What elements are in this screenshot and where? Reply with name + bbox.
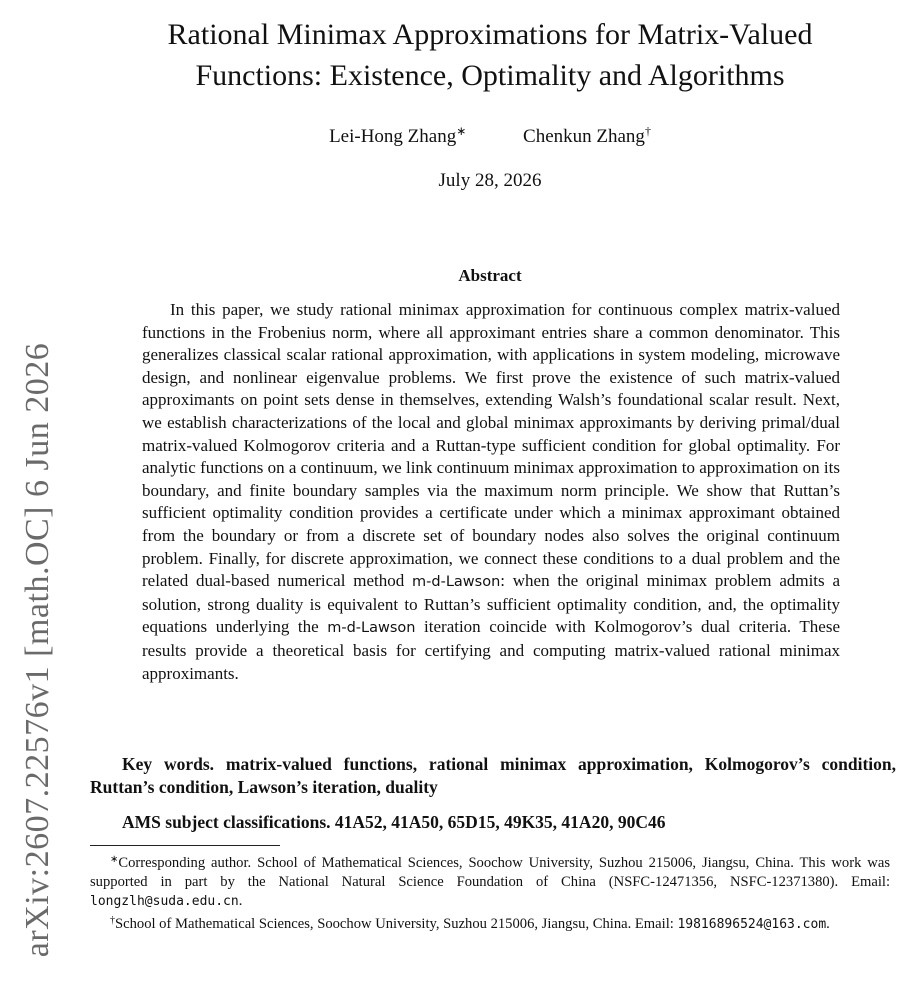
author-2 [523, 124, 651, 148]
footnote-end: . [238, 893, 243, 909]
footnote-corresponding-author [90, 850, 890, 911]
title-line-1: Rational Minimax Approximations for Matrix-Valued [167, 18, 813, 51]
paper-title [90, 14, 890, 96]
footnote-second-author [90, 911, 890, 934]
arxiv-stamp [0, 0, 60, 1000]
author-1 [329, 124, 466, 148]
abstract-text-part-2: : when the original minimax problem admits a solution, strong duality is equivalent to Ruttan’s sufficient optimality condition, and, the optimality equations underlying the [142, 571, 840, 637]
author-name: Lei-Hong Zhang [329, 126, 457, 147]
footnote-text: Corresponding author. School of Mathematical Sciences, Soochow University, Suzhou 215006, Jiangsu, China. This work was supported in part by the National Natural Science Foundation of China (NSFC-12471356, NSFC-12371380). Email: [90, 855, 890, 890]
abstract-heading: Abstract [458, 266, 522, 285]
arxiv-identifier: arXiv:2607.22576v1 [math.OC] 6 Jun 2026 [19, 342, 56, 958]
footnote-end: . [826, 916, 830, 932]
method-name: m-d-Lawson [412, 574, 501, 591]
author-list [90, 124, 890, 148]
author-footnote-mark: ∗ [456, 124, 467, 138]
abstract-text-part-1: In this paper, we study rational minimax approximation for continuous complex matrix-valued functions in the Frobenius norm, where all approximant entries share a common denominator. This generalizes classical scalar rational approximation, with applications in system modeling, microwave design, and nonlinear eigenvalue problems. We first prove the existence of such matrix-valued approximants on point sets dense in themselves, extending Walsh’s foundational scalar result. Next, we establish characterizations of the local and global minimax approximants by deriving primal/dual matrix-valued Kolmogorov criteria and a Ruttan-type sufficient condition for global optimality. For analytic functions on a continuum, we link continuum minimax approximation to approximation on its boundary, and finite boundary samples via the maximum norm principle. We show that Ruttan’s sufficient optimality condition provides a certificate under which a minimax approximant obtained from the boundary or from a discrete set of boundary nodes also solves the original continuum problem. Finally, for discrete approximation, we connect these conditions to a dual problem and the related dual-based numerical method [142, 300, 840, 591]
ams-classifications: AMS subject classifications. 41A52, 41A50, 65D15, 49K35, 41A20, 90C46 [122, 812, 666, 832]
method-name: m-d-Lawson [327, 620, 416, 637]
email-link[interactable]: 19816896524@163.com [677, 917, 827, 932]
abstract-text-part-3: iteration coincide with Kolmogorov’s dual criteria. These results provide a theoretical basis for certifying and computing matrix-valued rational minimax approximants. [142, 617, 840, 683]
paper-date: July 28, 2026 [438, 170, 542, 191]
abstract-body [142, 299, 840, 685]
email-link[interactable]: longzlh@suda.edu.cn [90, 894, 239, 909]
footnote-rule [90, 845, 280, 846]
keywords: Key words. matrix-valued functions, rational minimax approximation, Kolmogorov’s condition, Ruttan’s condition, Lawson’s iteration, duality [90, 754, 896, 797]
title-line-2: Functions: Existence, Optimality and Algorithms [195, 59, 785, 92]
footnote-mark: ∗ [110, 854, 119, 865]
footnote-mark: † [110, 915, 115, 926]
footnote-text: School of Mathematical Sciences, Soochow University, Suzhou 215006, Jiangsu, China. Email: [115, 916, 678, 932]
author-footnote-mark: † [644, 124, 651, 138]
author-name: Chenkun Zhang [523, 126, 645, 147]
